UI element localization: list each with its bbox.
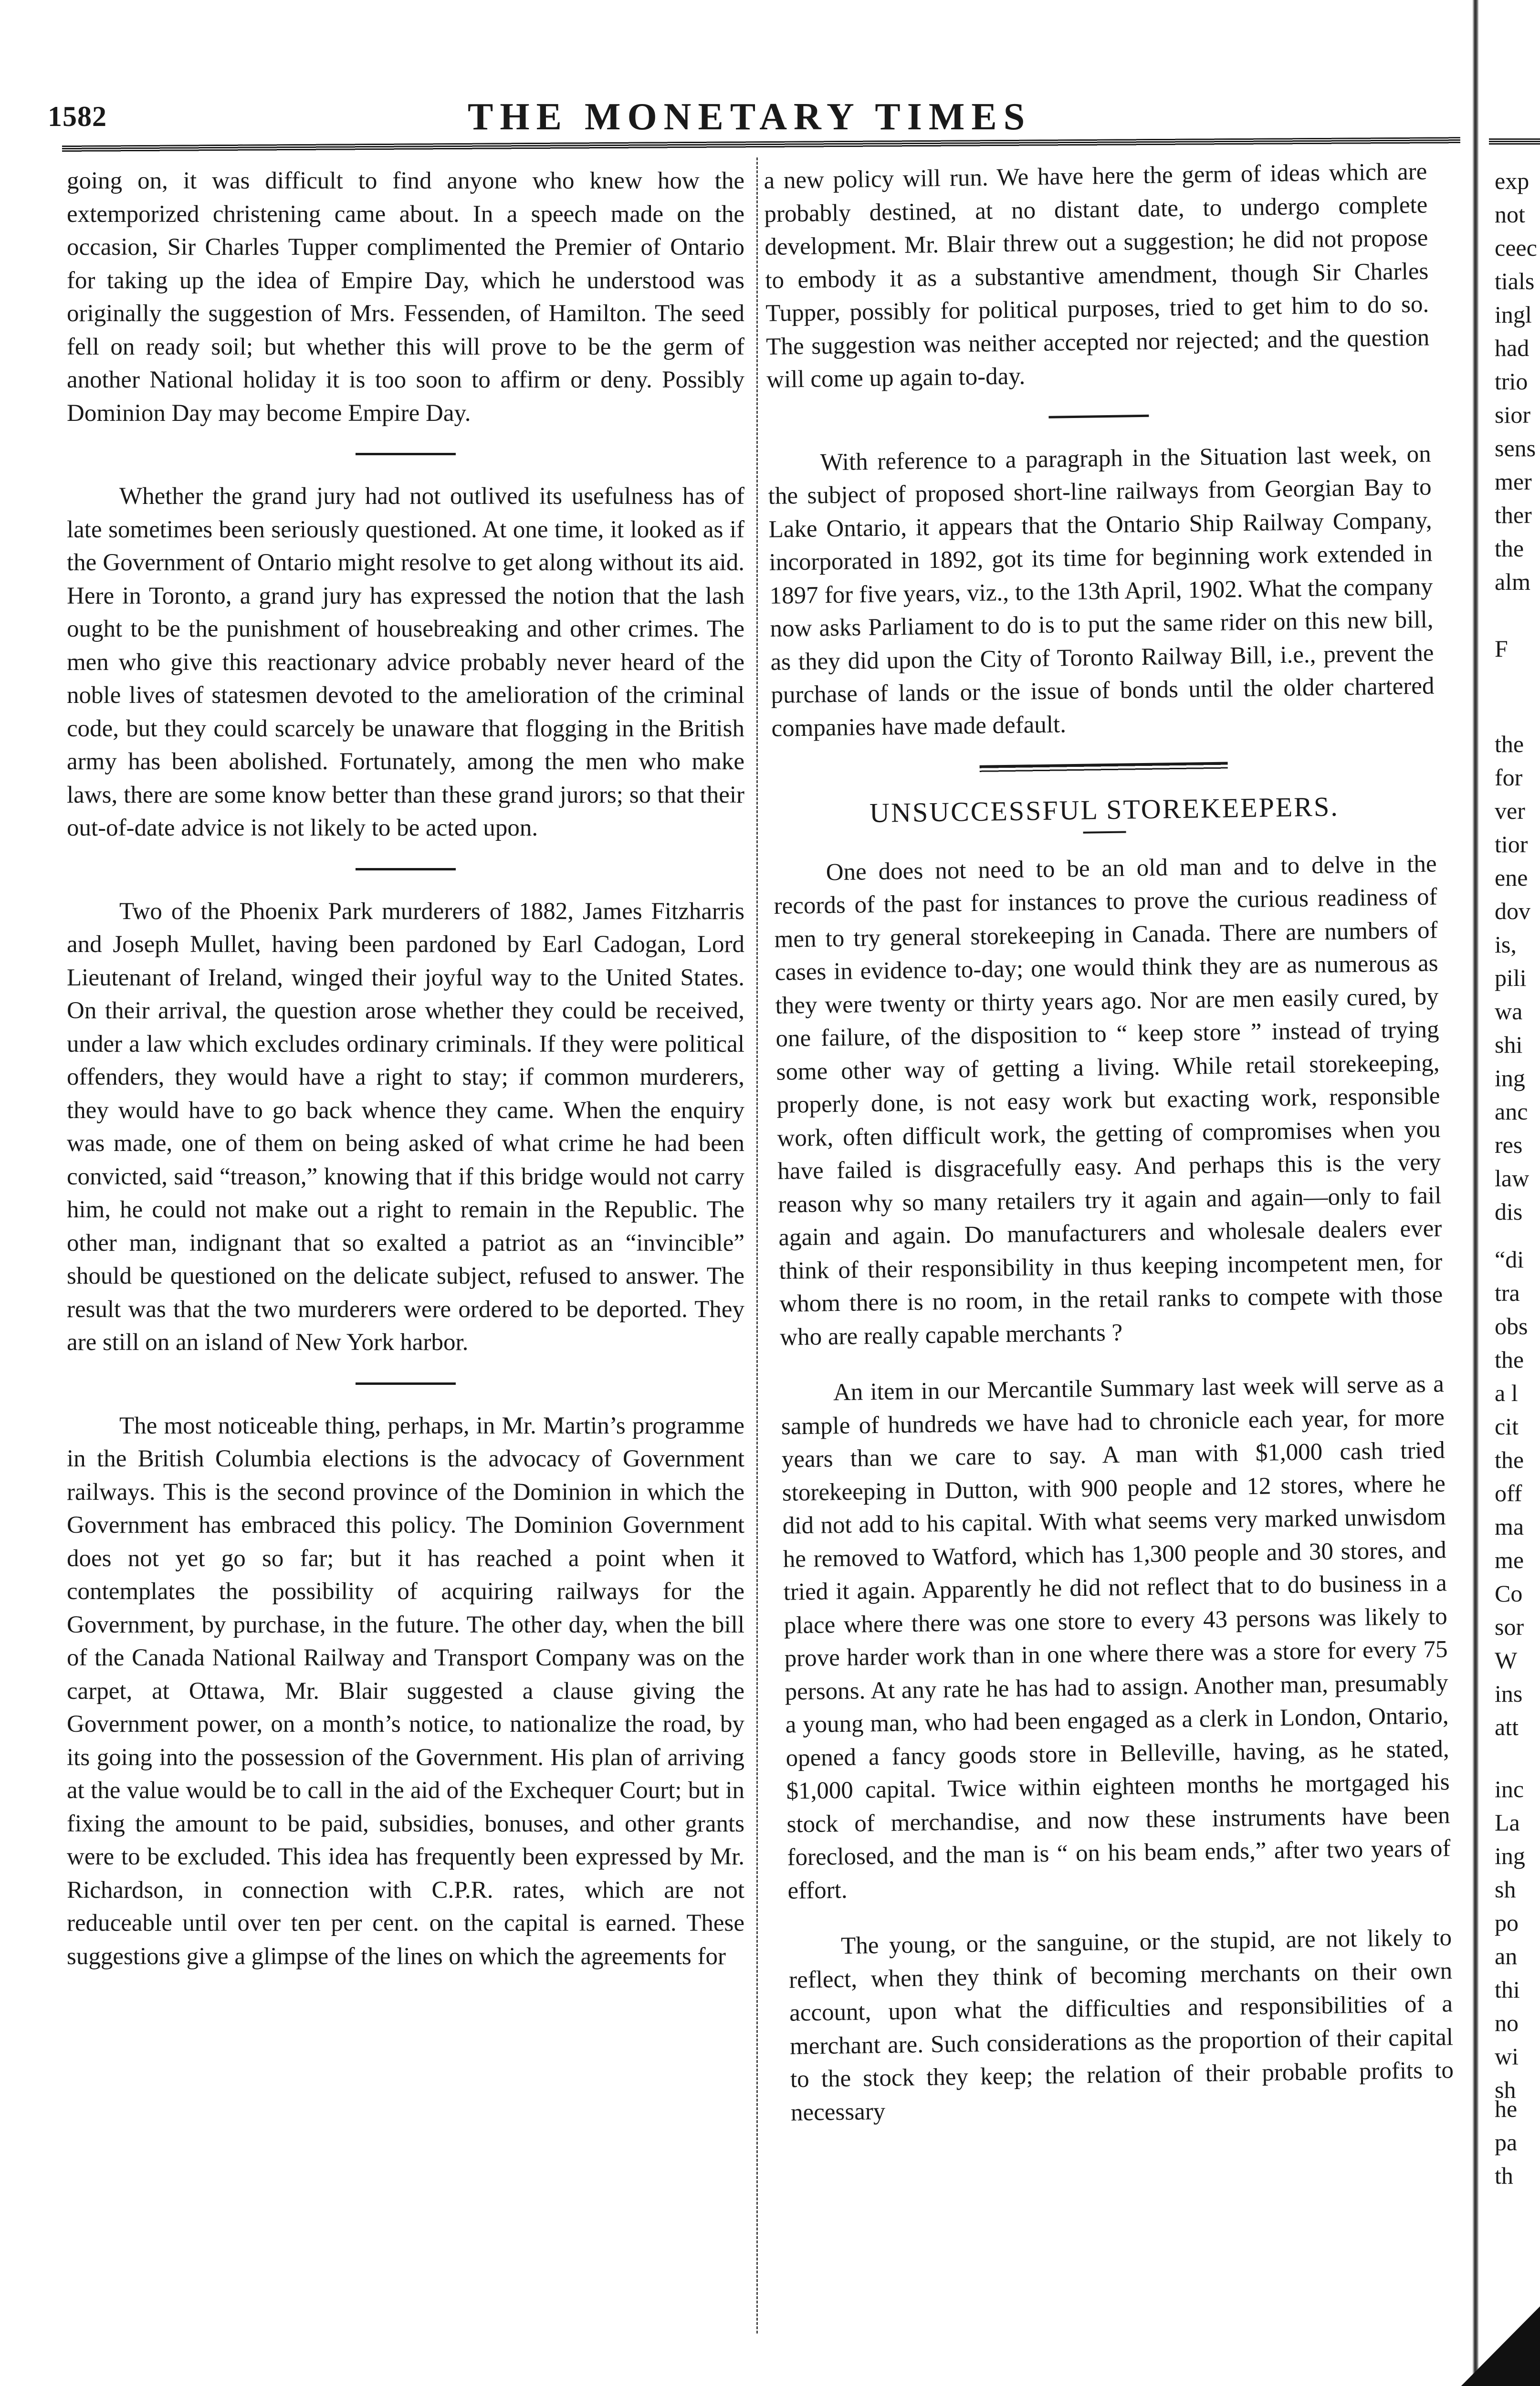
adjacent-page-fragment: tior (1495, 831, 1528, 858)
adjacent-page-strip (1489, 0, 1540, 2386)
page-corner-shadow (1446, 2305, 1540, 2386)
adjacent-page-fragment: mer (1495, 468, 1532, 495)
adjacent-page-fragment: tra (1495, 1279, 1520, 1306)
adjacent-page-fragment: no (1495, 2009, 1519, 2036)
adjacent-page-fragment: sor (1495, 1613, 1524, 1640)
page-number: 1582 (48, 101, 107, 132)
adjacent-page-fragment: th (1495, 2162, 1513, 2189)
paragraph-new-policy: a new policy will run. We have here the germ of ideas which are probably destined, at no distant date, to undergo complete development. Mr. Blair threw out a suggestion; he did not propose to embody it as a substantive amendment, though Sir Charles Tupper, possibly for political purposes, tried to get him to do so. The suggestion was neither accepted nor rejected; and the question will come up again to-day. (764, 158, 1430, 393)
adjacent-page-fragment: F (1495, 635, 1508, 662)
paragraph-government-railways: The most noticeable thing, perhaps, in Mr. Martin’s programme in the British Columbia elections is the advocacy of Government railways. This is the second province of the Dominion in which the Government has embraced this policy. The Dominion Government does not yet go so far; but it has reached a point when it contemplates the possibility of acquiring railways for the Government, by purchase, in the future. The other day, when the bill of the Canada National Railway and Transport Company was on the carpet, at Ottawa, Mr. Blair suggested a clause giving the Government power, on a month’s notice, to nationalize the road, by its going into the possession of the Government. His plan of arriving at the value would be to call in the aid of the Exchequer Court; but in fixing the amount to be paid, subsidies, bonuses, and other grants were to be excluded. This idea has frequently been expressed by Mr. Richardson, in connection with C.P.R. rates, which are not reduceable until over ten per cent. on the capital is earned. These suggestions give a glimpse of the lines on which the agreements for (67, 1412, 744, 1970)
adjacent-page-fragment: ing (1495, 1065, 1525, 1091)
adjacent-page-fragment: cit (1495, 1413, 1519, 1440)
adjacent-page-fragment: trio (1495, 368, 1528, 395)
column-divider (756, 157, 758, 2334)
adjacent-page-fragment: the (1495, 1446, 1524, 1473)
adjacent-page-fragment: ther (1495, 502, 1532, 528)
adjacent-page-fragment: att (1495, 1714, 1519, 1740)
paragraph-young-sanguine: The young, or the sanguine, or the stupid, are not likely to reflect, when they think of becoming merchants on their own account, upon what the difficulties and responsibilities of a merchant are. Such considerations as the proportion of their capital to the stock they keep; the relation of their probable profits to necessary (788, 1924, 1454, 2126)
adjacent-page-fragment: sh (1495, 1876, 1516, 1903)
adjacent-page-fragment: “di (1495, 1246, 1524, 1273)
adjacent-page-fragment: exp (1495, 167, 1530, 194)
column-right (764, 156, 1455, 2153)
adjacent-page-fragment: pa (1495, 2129, 1518, 2156)
adjacent-page-fragment: ingl (1495, 301, 1532, 328)
section-separator (980, 762, 1228, 776)
adjacent-page-fragment: an (1495, 1943, 1518, 1969)
paragraph-separator (356, 868, 456, 870)
adjacent-page-fragment: for (1495, 764, 1523, 791)
adjacent-page-fragment: ma (1495, 1513, 1524, 1540)
adjacent-page-fragment: ceec (1495, 234, 1537, 261)
paragraph-mercantile-summary: An item in our Mercantile Summary last week will serve as a sample of hundreds we have had to chronicle each year, for more years than we care to say. A man with $1,000 cash tried storekeeping in Dutton, with 900 people and 12 stores, where he did not add to his capital. With what seems very marked unwisdom he removed to Watford, which has 1,300 people and 30 stores, and tried it again. Apparently he did not reflect that to do business in a place where there was one store to every 43 persons was likely to prove harder work than in one where there was a store for every 75 persons. At any rate he has had to assign. Another man, presumably a young man, who had been engaged as a clerk in London, Ontario, opened a fancy goods store in Belleville, having, as he stated, $1,000 capital. Twice within eighteen months he mortgaged his stock of merchandise, and now these instruments have been foreclosed, and the man is “ on his beam ends,” after two years of effort. (781, 1371, 1451, 1905)
heading-rule (1083, 831, 1126, 833)
adjacent-page-fragment: ver (1495, 797, 1525, 824)
paragraph-separator (1048, 414, 1149, 418)
adjacent-page-fragment: law (1495, 1165, 1530, 1192)
adjacent-page-fragment: res (1495, 1131, 1523, 1158)
adjacent-page-fragment: off (1495, 1480, 1522, 1507)
adjacent-page-fragment: shi (1495, 1031, 1523, 1058)
adjacent-page-fragment: ing (1495, 1842, 1525, 1869)
paragraph-grand-jury: Whether the grand jury had not outlived its usefulness has of late sometimes been seriously questioned. At one time, it looked as if the Government of Ontario might resolve to get along without its aid. Here in Toronto, a grand jury has expressed the notion that the lash ought to be the punishment of housebreaking and other crimes. The men who give this reactionary advice probably never heard of the noble lives of statesmen devoted to the amelioration of the criminal code, but they could scarcely be unaware that flogging in the British army has been abolished. Fortunately, among the men who make laws, there are some know better than these grand jurors; so that their out-of-date advice is not likely to be acted upon. (67, 483, 744, 841)
adjacent-page-fragment: sior (1495, 401, 1530, 428)
adjacent-page-fragment: anc (1495, 1098, 1528, 1125)
paragraph-separator (356, 1382, 456, 1385)
adjacent-page-fragment: pili (1495, 964, 1527, 991)
adjacent-page-fragment: he (1495, 2095, 1518, 2122)
adjacent-page-fragment: a l (1495, 1380, 1518, 1406)
adjacent-page-fragment: ene (1495, 864, 1528, 891)
column-left (67, 165, 744, 1996)
adjacent-page-fragment: had (1495, 335, 1530, 361)
adjacent-page-fragment: sh (1495, 2076, 1516, 2103)
paragraph-storekeeping: One does not need to be an old man and to delve in the records of the past for instances to prove the curious readiness of men to try general storekeeping in Canada. There are numbers of cases in evidence to-day; one would think they are as numerous as they were twenty or thirty years ago. Nor are men easily cured, by one failure, of the disposition to “ keep store ” instead of trying some other way of getting a living. While retail storekeeping, properly done, is not easy work but exacting work, responsible work, often difficult work, the getting of compromises when you have failed is disgracefully easy. And perhaps this is the very reason why so many retailers try it again and again—only to fail again and again. Do manufacturers and wholesale dealers ever think of their responsibility in thus keeping incompetent men, for whom there is no room, in the retail ranks to compete with those who are really capable merchants ? (774, 850, 1443, 1351)
page-gutter-shadow (1472, 0, 1479, 2386)
adjacent-page-fragment: the (1495, 535, 1524, 562)
adjacent-page-fragment: po (1495, 1909, 1519, 1936)
publication-title: THE MONETARY TIMES (468, 96, 1032, 138)
paragraph-empire-day: going on, it was difficult to find anyone who knew how the extemporized christening came about. In a speech made on the occasion, Sir Charles Tupper complimented the Premier of Ontario for taking up the idea of Empire Day, which he understood was originally the suggestion of Mrs. Fessenden, of Hamilton. The seed fell on ready soil; but whether this will prove to be the germ of another National holiday it is too soon to affirm or deny. Possibly Dominion Day may become Empire Day. (67, 167, 744, 427)
adjacent-page-fragment: La (1495, 1809, 1520, 1836)
adjacent-page-fragment: thi (1495, 1976, 1520, 2003)
adjacent-page-fragment: ins (1495, 1680, 1523, 1707)
adjacent-page-fragment: Co (1495, 1580, 1523, 1607)
adjacent-page-fragment: obs (1495, 1313, 1528, 1340)
adjacent-header-rule (1489, 138, 1540, 145)
adjacent-page-fragment: alm (1495, 568, 1530, 595)
adjacent-page-fragment: sens (1495, 435, 1536, 461)
adjacent-page-fragment: wa (1495, 998, 1523, 1025)
paragraph-phoenix-park: Two of the Phoenix Park murderers of 1882, James Fitzharris and Joseph Mullet, having been pardoned by Earl Cadogan, Lord Lieutenant of Ireland, winged their joyful way to the United States. On their arrival, the question arose whether they could be received, under a law which excludes ordinary criminals. If they were political offenders, they would have a right to stay; if common murderers, they would have to go back whence they came. When the enquiry was made, one of them on being asked of what crime he had been convicted, said “treason,” knowing that if this bridge would not carry him, he could not make out a right to remain in the Republic. The other man, indignant that so exalted a patriot as an “invincible” should be questioned on the delicate subject, refused to answer. The result was that the two murderers were ordered to be deported. They are still on an island of New York harbor. (67, 898, 744, 1356)
adjacent-page-fragment: dov (1495, 898, 1530, 924)
adjacent-page-fragment: not (1495, 201, 1525, 228)
adjacent-page-fragment: is, (1495, 931, 1517, 958)
adjacent-page-fragment: dis (1495, 1198, 1523, 1225)
adjacent-page-fragment: tials (1495, 268, 1535, 294)
paragraph-ship-railway: With reference to a paragraph in the Situation last week, on the subject of proposed short-line railways from Georgian Bay to Lake Ontario, it appears that the Ontario Ship Railway Company, incorporated in 1892, got its time for beginning work extended in 1897 for five years, viz., to the 13th April, 1902. What the company now asks Parliament to do is to put the same rider on this new bill, as they did upon the City of Toronto Railway Bill, i.e., prevent the purchase of lands or the issue of bonds until the older chartered companies have made default. (768, 440, 1435, 742)
adjacent-page-fragment: W (1495, 1647, 1518, 1674)
adjacent-page-fragment: me (1495, 1547, 1524, 1573)
paragraph-separator (356, 453, 456, 455)
adjacent-page-fragment: inc (1495, 1776, 1524, 1802)
adjacent-page-fragment: wi (1495, 2043, 1519, 2070)
section-heading: UNSUCCESSFUL STOREKEEPERS. (869, 791, 1340, 829)
adjacent-page-fragment: the (1495, 1346, 1524, 1373)
adjacent-page-fragment: the (1495, 731, 1524, 757)
